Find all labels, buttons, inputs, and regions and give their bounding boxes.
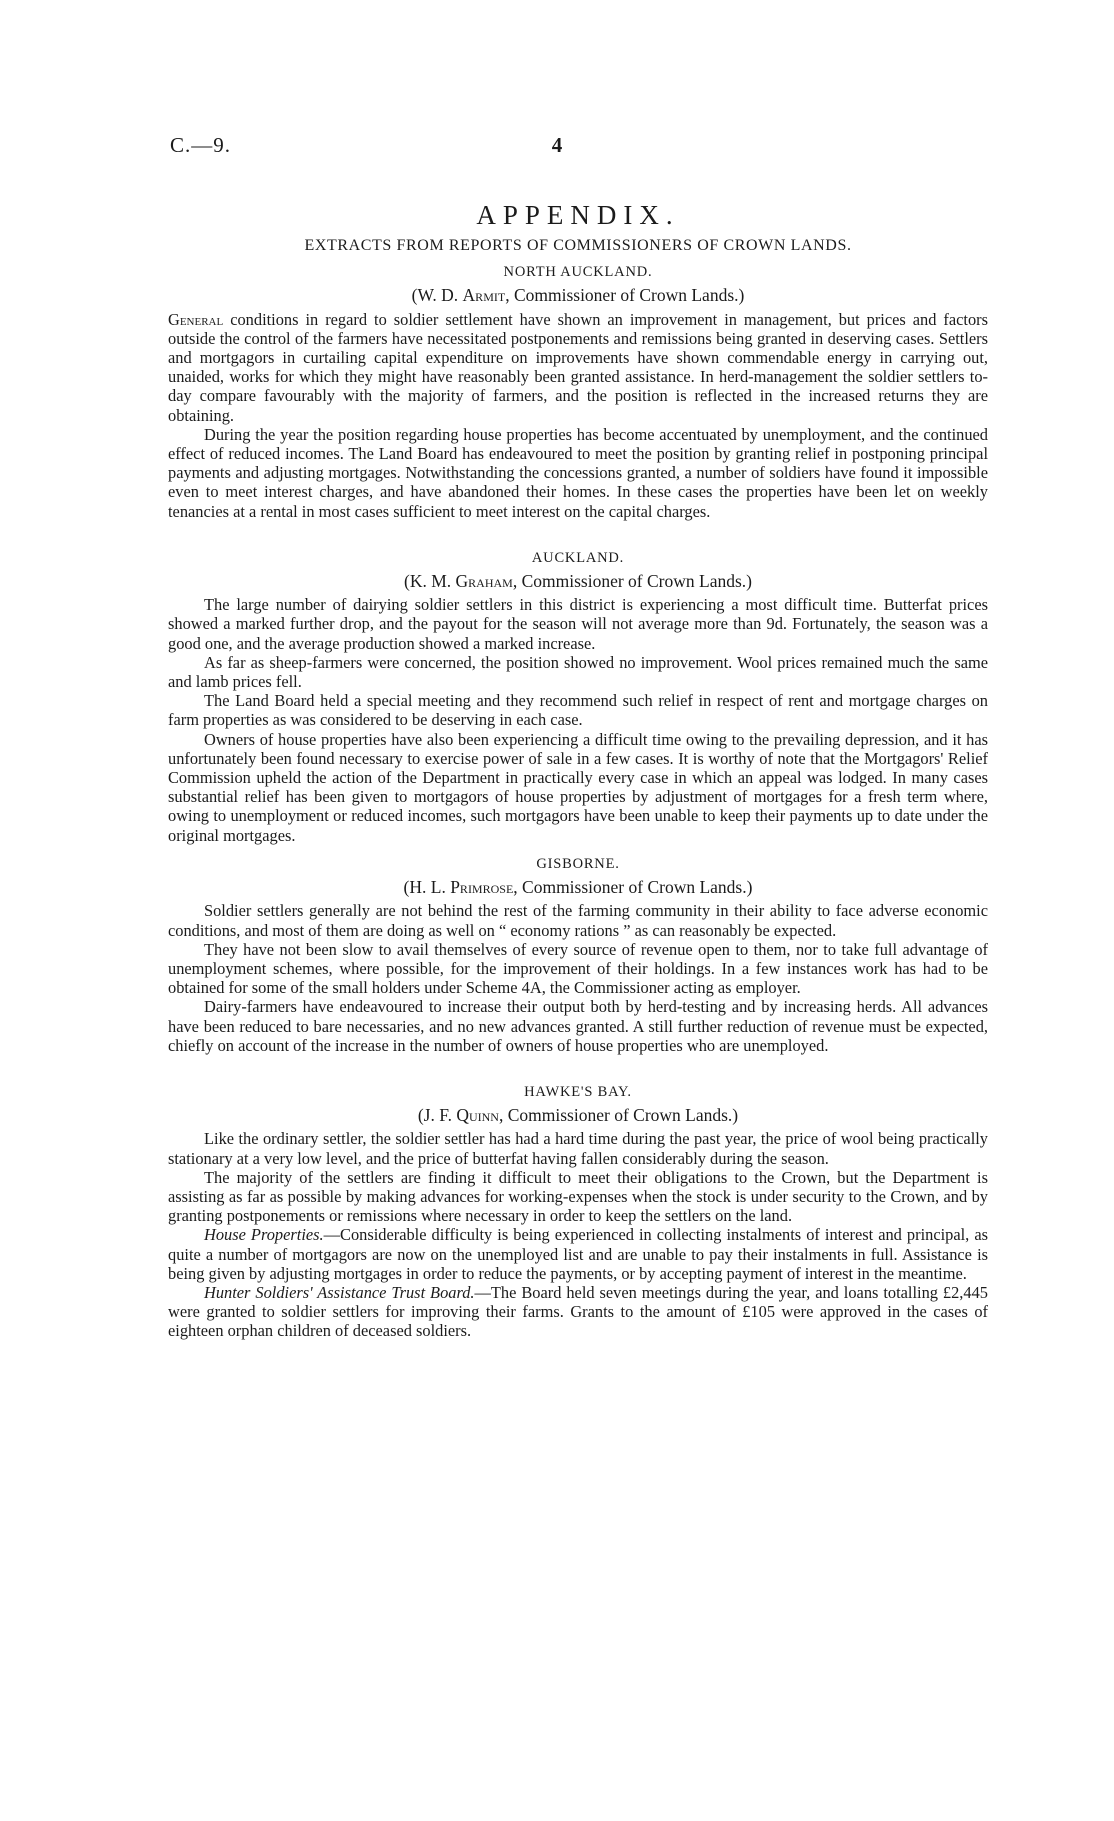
commissioner-name: Primrose xyxy=(450,877,514,898)
commissioner-name: Graham xyxy=(455,571,513,592)
paragraph-text: conditions in regard to soldier settlement have shown an improvement in management, but prices and factors outside the control of the farmers have necessitated postponements and remissions being granted in deserving cases. Settlers and mortgagors in curtailing capital expenditure on improvements have shown commendable energy in carrying out, unaided, works for which they might have reasonably been granted assistance. In herd-management the soldier settlers to-day compare favourably with the majority of farmers, and the position is reflected in the increased returns they are obtaining. xyxy=(168,309,988,425)
commissioner-title: , Commissioner of Crown Lands.) xyxy=(513,877,753,898)
section-gisborne xyxy=(168,855,988,1055)
paragraph xyxy=(168,310,988,425)
district-heading: AUCKLAND. xyxy=(531,549,625,566)
commissioner-title: , Commissioner of Crown Lands.) xyxy=(505,285,745,306)
page-number: 4 xyxy=(551,133,563,157)
section-hawkes-bay xyxy=(168,1083,988,1341)
paragraph-house-properties xyxy=(168,1225,988,1283)
commissioner-line xyxy=(168,572,988,591)
commissioner-initials: (J. F. xyxy=(417,1105,452,1126)
house-properties-heading: House Properties. xyxy=(204,1225,324,1245)
commissioner-initials: (K. M. xyxy=(404,571,452,592)
paragraph: Dairy-farmers have endeavoured to increase their output both by herd-testing and by increasing herds. All advances have been reduced to bare necessaries, and no new advances granted. A still further reduction of revenue must be expected, chiefly on account of the increase in the number of owners of house properties who are unemployed. xyxy=(168,997,988,1055)
commissioner-initials: (W. D. xyxy=(411,285,459,306)
appendix-subtitle: EXTRACTS FROM REPORTS OF COMMISSIONERS OF CROWN LANDS. xyxy=(304,237,852,254)
paragraph: During the year the position regarding house properties has become accentuated by unemployment, and the continued effect of reduced incomes. The Land Board has endeavoured to meet the position by granting relief in postponing principal payments and adjusting mortgages. Notwithstanding the concessions granted, a number of soldiers have found it impossible even to meet interest charges, and have abandoned their homes. In these cases the properties have been let on weekly tenancies at a rental in most cases sufficient to meet interest on the capital charges. xyxy=(168,424,988,521)
paragraph: As far as sheep-farmers were concerned, the position showed no improvement. Wool prices remained much the same and lamb prices fell. xyxy=(168,652,988,692)
commissioner-line xyxy=(168,1106,988,1125)
commissioner-title: , Commissioner of Crown Lands.) xyxy=(512,571,752,592)
hunter-trust-text: —The Board held seven meetings during the year, and loans totalling £2,445 were granted to soldier settlers for improving their farms. Grants to the amount of £105 were approved in the cases of eighteen orphan children of deceased soldiers. xyxy=(168,1282,988,1341)
paragraph: Like the ordinary settler, the soldier settler has had a hard time during the past year, the price of wool being practically stationary at a very low level, and the price of butterfat having fallen considerably during the season. xyxy=(168,1129,988,1168)
commissioner-name: Quinn xyxy=(456,1105,499,1126)
paragraph: Soldier settlers generally are not behind the rest of the farming community in their ability to face adverse economic conditions, and most of them are doing as well on “ economy rations ” as can reasonably be expected. xyxy=(168,901,988,940)
district-heading: NORTH AUCKLAND. xyxy=(503,264,653,281)
district-heading: HAWKE'S BAY. xyxy=(524,1083,632,1100)
appendix-title: APPENDIX. xyxy=(476,200,680,230)
section-auckland xyxy=(168,549,988,845)
paragraph: The Land Board held a special meeting and they recommend such relief in respect of rent and mortgage charges on farm properties as was considered to be deserving in each case. xyxy=(168,691,988,730)
commissioner-initials: (H. L. xyxy=(403,877,446,898)
paragraph: The majority of the settlers are finding it difficult to meet their obligations to the Crown, but the Department is assisting as far as possible by making advances for working-expenses when the stock is under security to the Crown, and by granting postponements or remissions where necessary in order to keep the settlers on the land. xyxy=(168,1167,988,1226)
section-north-auckland xyxy=(168,263,988,521)
lead-word: General xyxy=(168,309,224,329)
commissioner-title: , Commissioner of Crown Lands.) xyxy=(498,1105,739,1126)
house-properties-text: —Considerable difficulty is being experienced in collecting instalments of interest and principal, as quite a number of mortgagors are now on the unemployed list and are unable to pay their instalments in full. Assistance is being given by adjusting mortgages in order to reduce the payments, or by accepting payment of interest in the meantime. xyxy=(168,1225,988,1283)
document-reference: C.—9. xyxy=(170,133,232,157)
document-body xyxy=(168,200,988,1341)
commissioner-line xyxy=(168,286,988,305)
paragraph-hunter-trust xyxy=(168,1283,988,1341)
commissioner-name: Armit xyxy=(462,285,506,306)
district-heading: GISBORNE. xyxy=(536,855,620,872)
paragraph: They have not been slow to avail themselves of every source of revenue open to them, nor to take full advantage of unemployment schemes, where possible, for the improvement of their holdings. In a few instances work has had to be obtained for some of the small holders under Scheme 4A, the Commissioner acting as employer. xyxy=(168,939,988,998)
commissioner-line xyxy=(168,878,988,897)
paragraph: Owners of house properties have also been experiencing a difficult time owing to the prevailing depression, and it has unfortunately been found necessary to exercise power of sale in a few cases. It is worthy of note that the Mortgagors' Relief Commission upheld the action of the Department in practically every case in which an appeal was lodged. In many cases substantial relief has been given to mortgagors of house properties by adjustment of mortgages for a fresh term where, owing to unemployment or reduced incomes, such mortgagors have been unable to keep their payments up to date under the original mortgages. xyxy=(168,729,988,845)
paragraph: The large number of dairying soldier settlers in this district is experiencing a most difficult time. Butterfat prices showed a marked further drop, and the payout for the season will not average more than 9d. Fortunately, the season was a good one, and the average production showed a marked increase. xyxy=(168,595,988,653)
hunter-trust-heading: Hunter Soldiers' Assistance Trust Board. xyxy=(204,1282,475,1302)
